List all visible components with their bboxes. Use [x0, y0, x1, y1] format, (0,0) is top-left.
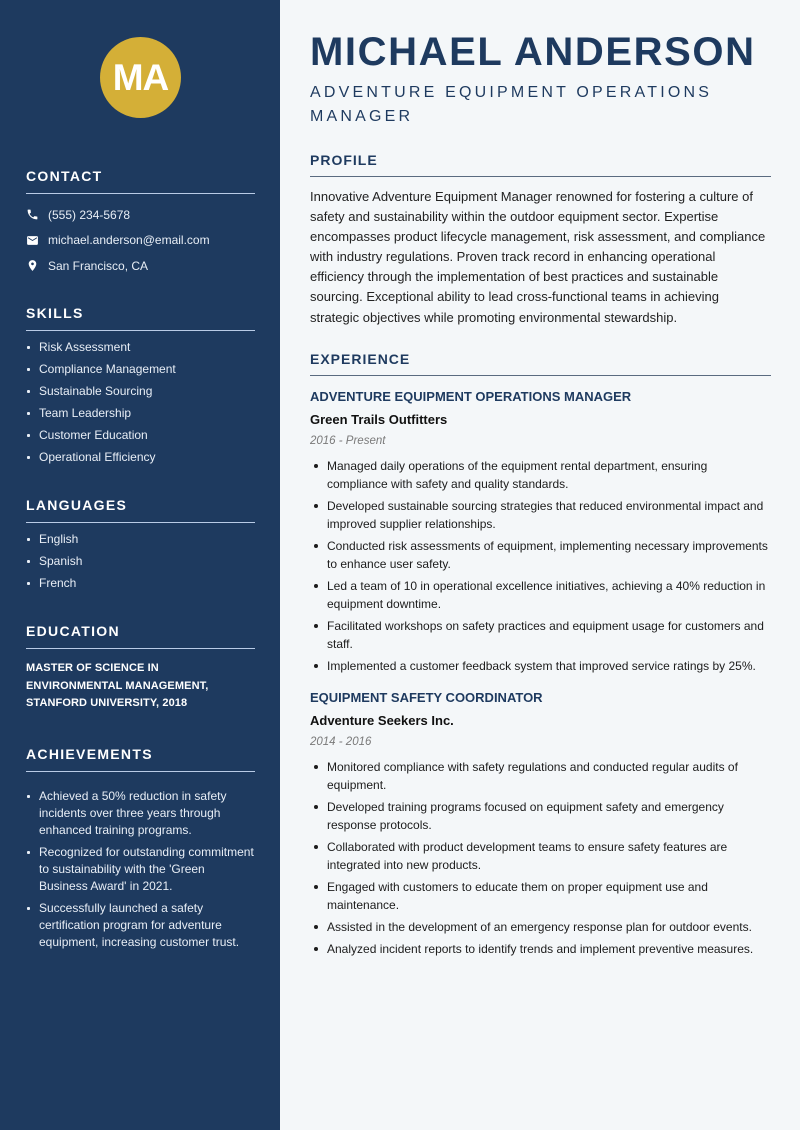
profile-section — [310, 152, 771, 328]
sidebar — [0, 0, 280, 1130]
language-item: French — [26, 575, 255, 592]
contact-title: CONTACT — [26, 168, 255, 194]
profile-text: Innovative Adventure Equipment Manager renowned for fostering a culture of safety and sustainability within the outdoor equipment sector. Expertise encompasses product lifecycle management, risk assessment, and compliance with industry regulations. Proven track record in enhancing operational efficiency through the implementation of best practices and sustainable sourcing. Exceptional ability to lead cross-functional teams in achieving strategic objectives while promoting environmental stewardship. — [310, 189, 766, 325]
job-role: ADVENTURE EQUIPMENT OPERATIONS MANAGER — [310, 389, 632, 404]
skills-title: SKILLS — [26, 305, 255, 331]
job-bullet: Engaged with customers to educate them on proper equipment use and maintenance. — [310, 878, 771, 914]
avatar-initials: MA — [112, 56, 169, 98]
contact-location — [26, 253, 255, 279]
candidate-title: ADVENTURE EQUIPMENT OPERATIONS MANAGER — [310, 84, 713, 125]
education-title: EDUCATION — [26, 623, 255, 649]
job-dates: 2014 - 2016 — [310, 736, 372, 748]
contact-list — [26, 202, 255, 279]
experience-section — [310, 351, 771, 962]
achievements-section — [26, 746, 255, 956]
job-bullets — [310, 457, 771, 675]
education-section — [26, 623, 255, 713]
skills-section — [26, 305, 255, 471]
location-text: San Francisco, CA — [48, 258, 149, 273]
phone-text: (555) 234-5678 — [48, 207, 131, 222]
skills-list — [26, 339, 255, 466]
achievement-item: Achieved a 50% reduction in safety incidents over three years through enhanced training programs. — [26, 788, 255, 839]
email-text[interactable]: michael.anderson@email.com — [48, 233, 210, 248]
achievement-item: Successfully launched a safety certification program for adventure equipment, increasing customer trust. — [26, 900, 255, 951]
job-dates: 2016 - Present — [310, 435, 386, 447]
skill-item: Compliance Management — [26, 361, 255, 378]
languages-title: LANGUAGES — [26, 497, 255, 523]
job-company: Green Trails Outfitters — [310, 412, 448, 427]
skill-item: Risk Assessment — [26, 339, 255, 356]
job-bullet: Monitored compliance with safety regulations and conducted regular audits of equipment. — [310, 758, 771, 794]
skill-item: Customer Education — [26, 427, 255, 444]
job-entry — [310, 388, 771, 675]
achievement-item: Recognized for outstanding commitment to sustainability with the 'Green Business Award' in 2021. — [26, 844, 255, 895]
email-icon — [26, 234, 39, 247]
job-bullet: Led a team of 10 in operational excellence initiatives, achieving a 40% reduction in equipment downtime. — [310, 577, 771, 613]
avatar — [100, 37, 181, 118]
job-bullets — [310, 758, 771, 958]
job-bullet: Implemented a customer feedback system that improved service ratings by 25%. — [310, 657, 771, 675]
job-bullet: Facilitated workshops on safety practices and equipment usage for customers and staff. — [310, 617, 771, 653]
job-bullet: Managed daily operations of the equipment rental department, ensuring compliance with safety and quality standards. — [310, 457, 771, 493]
job-entry — [310, 689, 771, 958]
language-item: Spanish — [26, 553, 255, 570]
job-company: Adventure Seekers Inc. — [310, 713, 454, 728]
job-bullet: Developed training programs focused on equipment safety and emergency response protocols. — [310, 798, 771, 834]
skill-item: Sustainable Sourcing — [26, 383, 255, 400]
skill-item: Operational Efficiency — [26, 449, 255, 466]
languages-list — [26, 531, 255, 592]
job-role: EQUIPMENT SAFETY COORDINATOR — [310, 690, 543, 705]
job-bullet: Collaborated with product development teams to ensure safety features are integrated into new products. — [310, 838, 771, 874]
job-bullet: Analyzed incident reports to identify trends and implement preventive measures. — [310, 940, 771, 958]
job-bullet: Developed sustainable sourcing strategies that reduced environmental impact and improved supplier relationships. — [310, 497, 771, 533]
contact-phone — [26, 202, 255, 228]
languages-section — [26, 497, 255, 597]
candidate-name: MICHAEL ANDERSON — [310, 30, 756, 74]
experience-title: EXPERIENCE — [310, 351, 771, 376]
skill-item: Team Leadership — [26, 405, 255, 422]
job-bullet: Assisted in the development of an emergency response plan for outdoor events. — [310, 918, 771, 936]
achievements-title: ACHIEVEMENTS — [26, 746, 255, 772]
language-item: English — [26, 531, 255, 548]
achievements-list — [26, 788, 255, 951]
location-pin-icon — [26, 259, 39, 272]
education-degree: MASTER OF SCIENCE IN ENVIRONMENTAL MANAGEMENT, STANFORD UNIVERSITY, 2018 — [26, 662, 209, 709]
contact-email — [26, 228, 255, 254]
profile-title: PROFILE — [310, 152, 771, 177]
phone-icon — [26, 208, 39, 221]
contact-section — [26, 168, 255, 279]
job-bullet: Conducted risk assessments of equipment, implementing necessary improvements to enhance user safety. — [310, 537, 771, 573]
